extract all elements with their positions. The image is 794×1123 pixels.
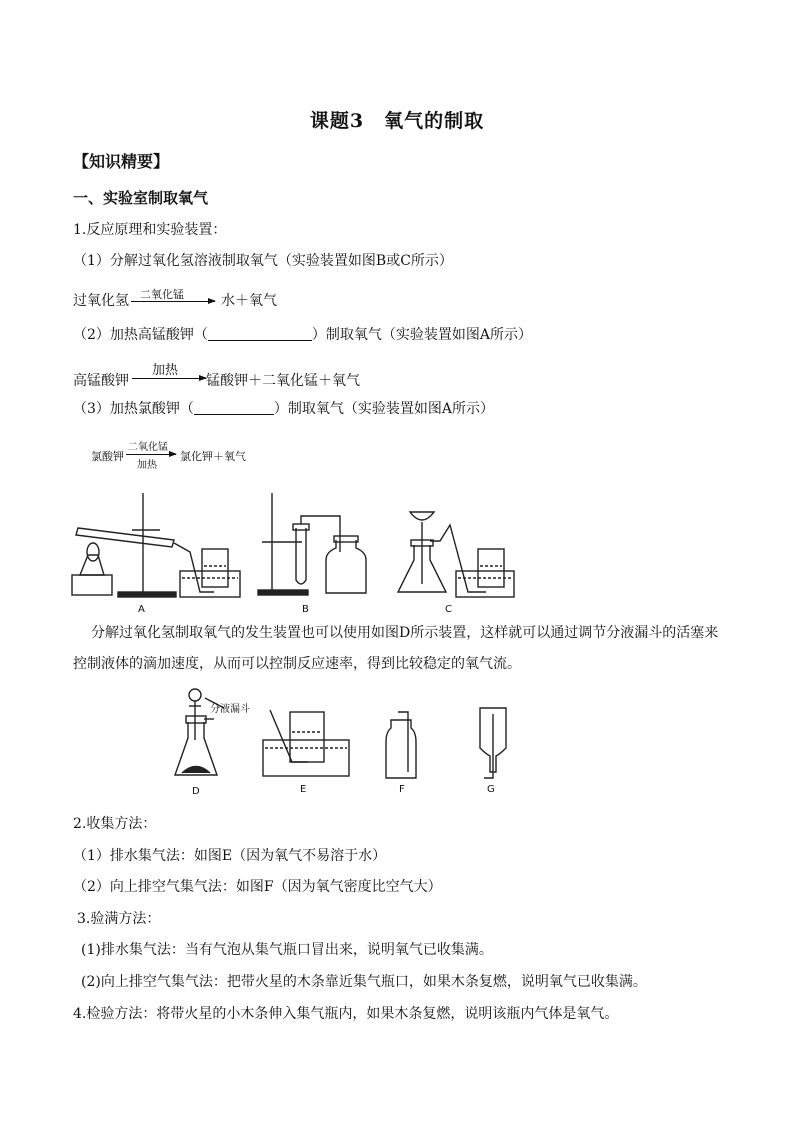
paragraph-line-1: 分解过氧化氢制取氧气的发生装置也可以使用如图D所示装置，这样就可以通过调节分液漏斗的活塞来 [91,625,719,641]
figure-label-E: E [300,784,307,795]
figure-label-C: C [445,604,452,615]
item4-text: 4.检验方法：将带火星的小木条伸入集气瓶内，如果木条复燃，说明该瓶内气体是氧气。 [73,1006,619,1022]
eq1-condition: 二氧化锰 [140,288,184,301]
collect-method-1: （1）排水集气法：如图E（因为氧气不易溶于水） [73,848,387,864]
eq2-product: 锰酸钾＋二氧化锰＋氧气 [206,373,360,389]
item2-text: 2.收集方法： [73,816,157,832]
sub3-suffix: ）制取氧气（实验装置如图A所示） [273,401,495,417]
eq3-product: 氯化钾＋氧气 [180,450,246,463]
eq1-product: 水＋氧气 [221,293,277,309]
figure-label-G: G [487,784,495,795]
item1-text: 1.反应原理和实验装置： [73,222,227,238]
full-check-2: (2)向上排空气集气法：把带火星的木条靠近集气瓶口，如果木条复燃，说明氧气已收集满。 [81,974,647,990]
paragraph-line-2: 控制液体的滴加速度，从而可以控制反应速率，得到比较稳定的氧气流。 [73,656,521,672]
funnel-label: 分液漏斗 [210,704,250,715]
part1-heading: 一、实验室制取氧气 [73,189,209,207]
page-title: 课题3 氧气的制取 [309,110,485,132]
eq3-condition-bottom: 加热 [137,460,157,471]
eq2-reactant: 高锰酸钾 [73,373,129,389]
figure-label-F: F [399,784,405,795]
figure-label-B: B [302,604,309,615]
sub2-prefix: （2）加热高锰酸钾（ [73,327,208,343]
sub1-text: （1）分解过氧化氢溶液制取氧气（实验装置如图B或C所示） [73,253,453,269]
collect-method-2: （2）向上排空气集气法：如图F（因为氧气密度比空气大） [73,879,442,895]
sub2-suffix: ）制取氧气（实验装置如图A所示） [311,327,533,343]
eq1-reactant: 过氧化氢 [73,293,129,309]
eq3-reactant: 氯酸钾 [91,450,124,463]
section-header: 【知识精要】 [73,152,170,171]
figure-label-A: A [138,604,145,615]
eq2-condition: 加热 [152,363,179,378]
full-check-1: (1)排水集气法：当有气泡从集气瓶口冒出来，说明氧气已收集满。 [81,942,493,958]
figure-label-D: D [192,786,200,797]
eq3-condition-top: 二氧化锰 [128,442,168,453]
sub3-prefix: （3）加热氯酸钾（ [73,401,194,417]
item3-text: 3.验满方法： [77,911,161,927]
